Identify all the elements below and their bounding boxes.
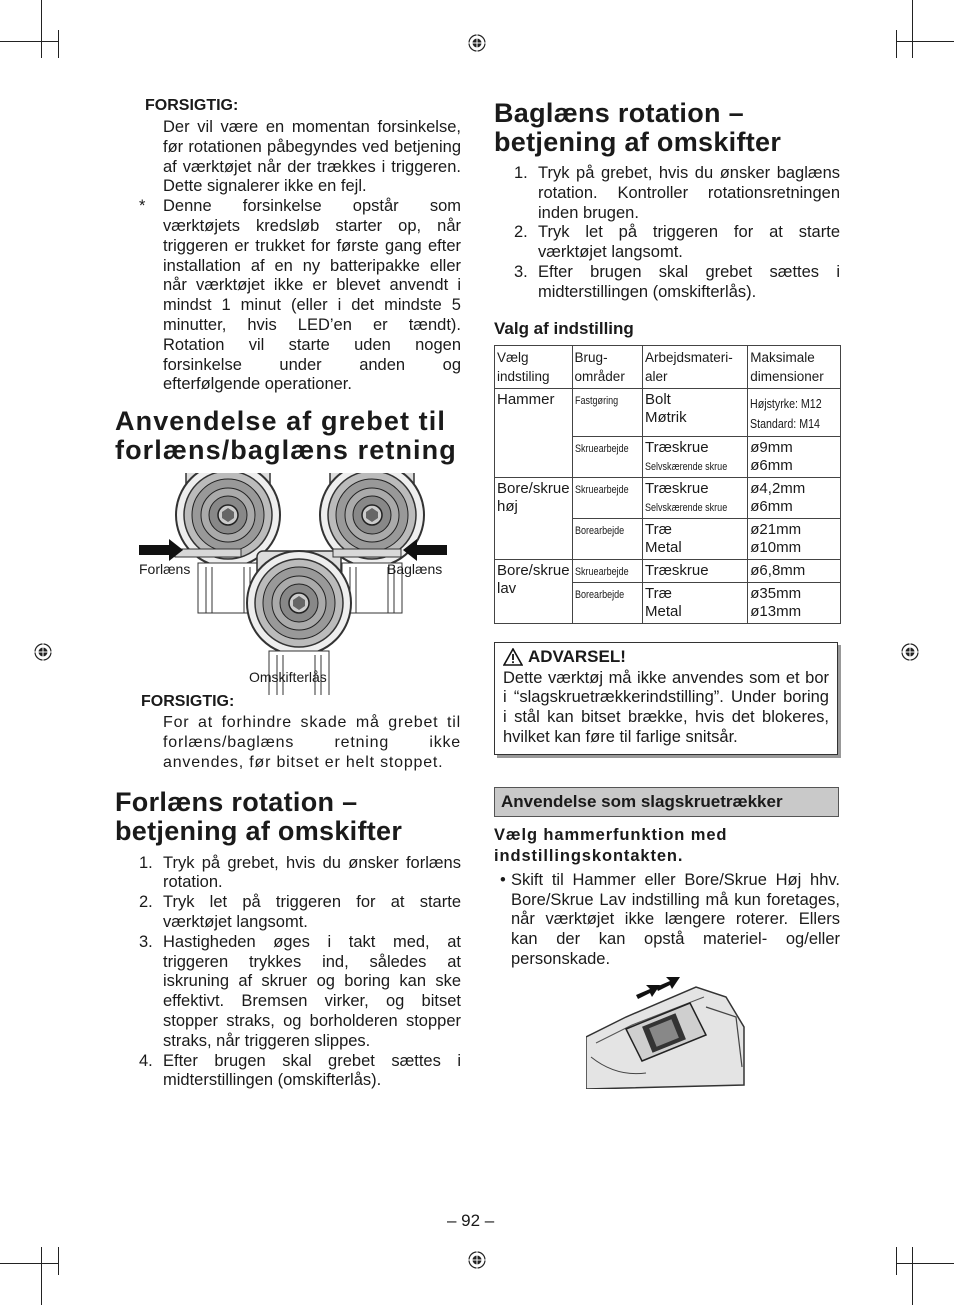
table-cell: Skruearbejde [572,559,642,582]
table-row [495,559,841,582]
table-cell: Træskrue Selvskærende skrue [642,436,747,477]
impact-subheading: Vælg hammerfunktion med indstillingskontakten. [494,825,728,865]
list-item: 1. Tryk på grebet, hvis du ønsker forlæns rotation. [139,853,461,892]
crop-mark [58,1247,59,1275]
table-cell: ø4,2mm ø6mm [748,477,840,518]
impact-bullet-text: Skift til Hammer eller Bore/Skrue Høj hhv. Bore/Skrue Lav indstilling må kun foretages, når værktøjet ikke længere roterer. Ellers kan der kan opstå materiel- og/eller personskade. [511,870,840,968]
table-cell: ø9mm ø6mm [748,436,840,477]
table-cell: Træskrue Selvskærende skrue [642,477,747,518]
mode-switch-illustration-icon [586,977,746,1089]
impact-bullet [494,871,840,970]
table-header: Vælg indstiling [495,345,573,388]
figure-label-reverse: Baglæns [387,561,443,578]
registration-mark-icon [901,643,919,661]
table-cell: ø21mm ø10mm [748,518,840,559]
table-cell: Træ Metal [642,518,747,559]
reverse-steps [514,164,840,303]
impact-section-bar: Anvendelse som slagskruetrækker [494,787,839,817]
note-text: Denne forsinkelse opstår som værktøjets kredsløb starter op, når triggeren er trukket for første gang efter installation af en ny batteripakke eller når værktøjet ikke er blevet anvendt i mindst 1 minut (eller i det mindste 5 minutter, hvis LED’en er tændt). Rotation vil starte uden nogen forsinkelse under anden og efterfølgende operationer. [163,197,461,394]
table-header: Arbejdsmateri-aler [642,345,747,388]
right-column [494,99,840,970]
crop-mark [41,1247,42,1305]
table-cell: Fastgøring [572,388,642,436]
list-item: 3. Efter brugen skal grebet sættes i midterstillingen (omskifterlås). [514,262,840,301]
warning-triangle-icon [503,648,523,666]
table-cell: Træskrue [642,559,747,582]
warning-box [494,642,838,755]
table-header: Brug-områder [572,345,642,388]
table-cell: Bolt Møtrik [642,388,747,436]
table-header: Maksimale dimensioner [748,345,840,388]
crop-mark [912,1247,913,1305]
forward-steps [139,854,461,1092]
settings-table [494,345,841,624]
table-cell: Skruearbejde [572,436,642,477]
table-title: Valg af indstilling [494,318,634,338]
warning-heading: ADVARSEL! [528,646,626,666]
table-cell: Borearbejde [572,582,642,623]
list-item: 3. Hastigheden øges i takt med, at triggeren trykkes ind, således at iskruning af skruer og boring kan ske effektivt. Bremsen virker, og bitset stopper straks, og borholderen stopper straks, når triggeren slippes. [139,932,461,1050]
crop-mark [896,41,954,42]
figure-label-forward: Forlæns [139,561,191,578]
table-cell: Bore/skrue lav [495,559,573,623]
section-heading-grip: Anvendelse af grebet til forlæns/baglæns retning [115,406,457,466]
table-cell: ø6,8mm [748,559,840,582]
crop-mark [912,0,913,58]
registration-mark-icon [34,643,52,661]
crop-mark [896,1247,897,1275]
crop-mark [896,1263,954,1264]
section-heading-reverse: Baglæns rotation – betjening af omskifter [494,98,782,157]
caution-note [115,197,461,395]
table-cell: Bore/skrue høj [495,477,573,559]
table-header-row [495,345,841,388]
bullet-icon: • [500,870,506,889]
warning-title [503,647,829,667]
table-cell: Hammer [495,388,573,477]
table-row [495,477,841,518]
list-item: 2. Tryk let på triggeren for at starte værktøjet langsomt. [139,893,461,931]
list-item: 2. Tryk let på triggeren for at starte værktøjet langsomt. [514,223,840,262]
crop-mark [896,30,897,58]
figure-label-lock: Omskifterlås [249,669,327,686]
registration-mark-icon [468,1251,486,1269]
list-item: 4. Efter brugen skal grebet sættes i midterstillingen (omskifterlås). [139,1051,461,1090]
note-marker: * [139,197,146,216]
caution-heading: FORSIGTIG: [141,693,235,711]
registration-mark-icon [468,34,486,52]
crop-mark [0,41,58,42]
crop-mark [0,1263,58,1264]
list-item: 1. Tryk på grebet, hvis du ønsker baglæns rotation. Kontroller rotationsretningen inden brugen. [514,164,840,222]
table-cell: Borearbejde [572,518,642,559]
warning-text: Dette værktøj må ikke anvendes som et bor i “slagskruetrækkerindstilling”. Under boring i stål kan bitset brække, hvis det blokeres, hvilket kan føre til farlige snitsår. [503,668,829,746]
table-cell: ø35mm ø13mm [748,582,840,623]
left-column [115,97,461,1091]
crop-mark [58,30,59,58]
crop-mark [41,0,42,58]
section-heading-forward: Forlæns rotation – betjening af omskifter [115,786,403,846]
caution-text: For at forhindre skade må grebet til forlæns/baglæns retning ikke anvendes, før bitset er helt stoppet. [163,714,461,771]
caution-heading: FORSIGTIG: [145,97,239,114]
caution-text: Der vil være en momentan forsinkelse, før rotationen påbegyndes ved betjening af værktøjet når der trækkes i triggeren. Dette signalerer ikke en fejl. [163,118,461,196]
chuck-illustration-icon [135,473,455,695]
table-row [495,388,841,436]
table-cell: Træ Metal [642,582,747,623]
table-cell: Højstyrke: M12 Standard: M14 [748,388,840,436]
table-cell: Skruearbejde [572,477,642,518]
grip-figure [115,473,461,695]
page-number: – 92 – [447,1211,495,1230]
